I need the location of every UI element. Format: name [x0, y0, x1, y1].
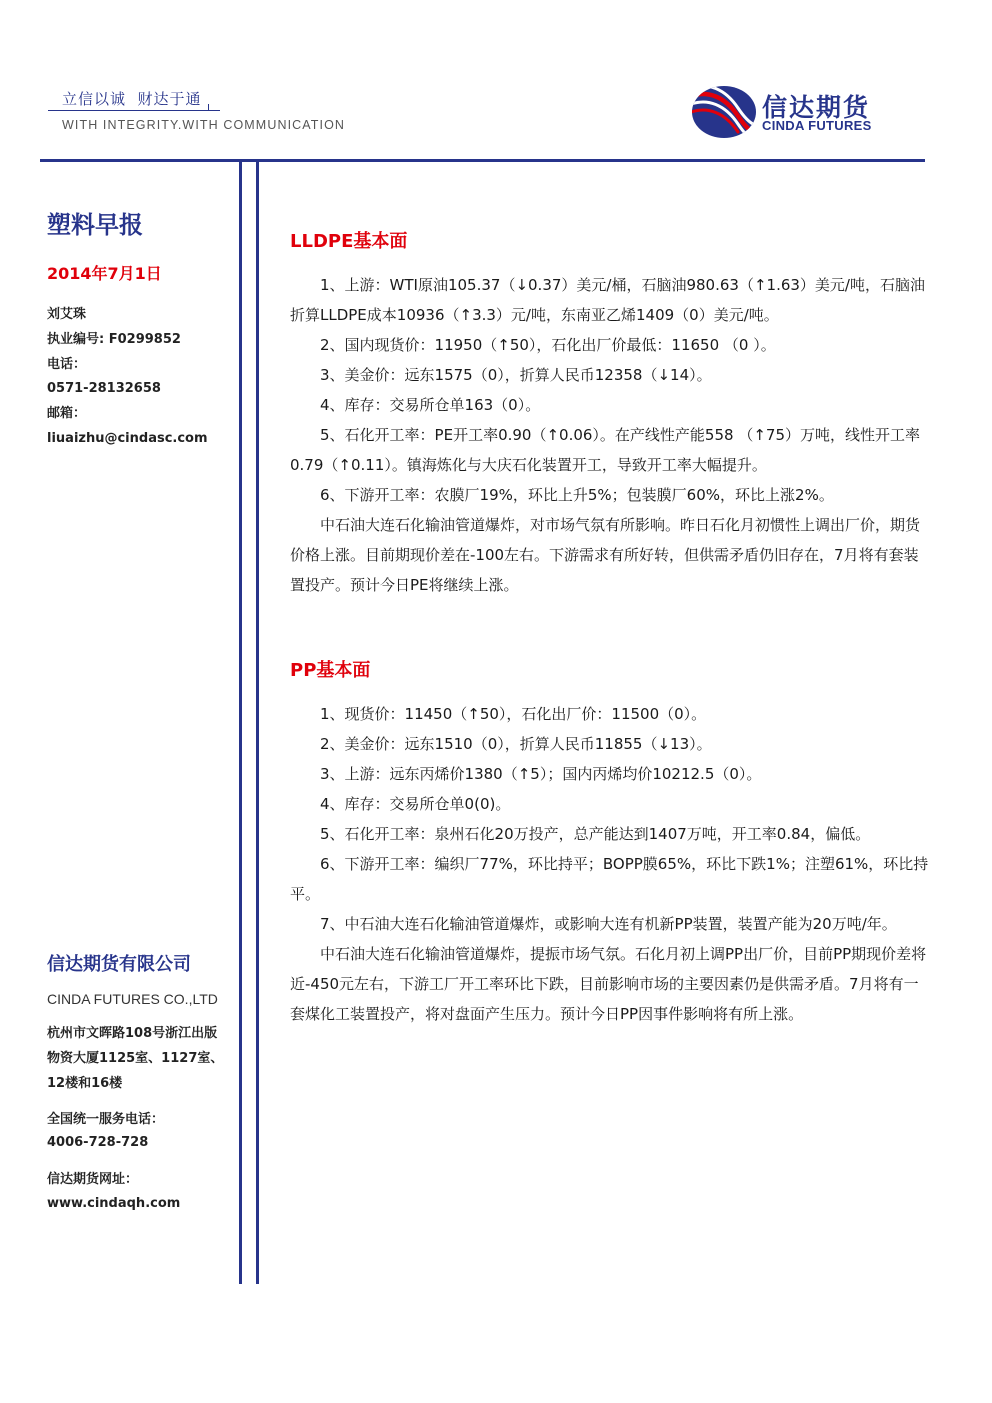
lldpe-section [290, 228, 930, 600]
website-url: www.cindaqh.com [47, 1196, 181, 1211]
lldpe-paragraph: 4、库存：交易所仓单163（0）。 [320, 396, 541, 414]
pp-paragraph: 2、美金价：远东1510（0），折算人民币11855（↓13）。 [320, 735, 712, 753]
company-name: 信达期货有限公司 [47, 954, 191, 975]
address-line: 物资大厦1125室、1127室、 [47, 1051, 224, 1066]
website-label: 信达期货网址： [47, 1172, 139, 1187]
company-address [47, 1021, 237, 1096]
lldpe-paragraph: 5、石化开工率：PE开工率0.90（↑0.06）。在产线性产能558 （↑75）万吨，线性开工率0.79（↑0.11）。镇海炼化与大庆石化装置开工，导致开工率大幅提升。 [290, 426, 920, 474]
sidebar-divider-right [256, 159, 259, 1284]
slogan-underline [48, 110, 220, 111]
pp-paragraph: 7、中石油大连石化输油管道爆炸，或影响大连有机新PP装置，装置产能为20万吨/年。 [320, 915, 897, 933]
report-date: 2014年7月1日 [47, 264, 162, 283]
main-content [290, 228, 930, 1029]
slogan-en: WITH INTEGRITY.WITH COMMUNICATION [62, 118, 346, 132]
pp-section [290, 657, 930, 1029]
analyst-name: 刘艾珠 [47, 307, 87, 322]
lldpe-section-body [290, 270, 930, 600]
hotline-number: 4006-728-728 [47, 1135, 149, 1150]
pp-section-title: PP基本面 [290, 660, 371, 681]
lldpe-section-title: LLDPE基本面 [290, 231, 408, 252]
lldpe-paragraph: 1、上游：WTI原油105.37（↓0.37）美元/桶，石脑油980.63（↑1.63）美元/吨，石脑油折算LLDPE成本10936（↑3.3）元/吨，东南亚乙烯1409（0）美元/吨。 [290, 276, 925, 324]
slogan-cn: 立信以诚 财达于通 [62, 90, 202, 108]
address-line: 12楼和16楼 [47, 1076, 123, 1091]
pp-paragraph: 3、上游：远东丙烯价1380（↑5）；国内丙烯均价10212.5（0）。 [320, 765, 762, 783]
company-website [47, 1168, 237, 1216]
header-divider [40, 159, 925, 162]
lldpe-paragraph: 2、国内现货价：11950（↑50），石化出厂价最低：11650 （0 ）。 [320, 336, 776, 354]
sidebar-divider-left [239, 159, 242, 1284]
company-hotline [47, 1108, 237, 1154]
company-name-en: CINDA FUTURES CO.,LTD [47, 991, 218, 1007]
lldpe-summary: 中石油大连石化输油管道爆炸，对市场气氛有所影响。昨日石化月初惯性上调出厂价，期货价格上涨。目前期现价差在-100左右。下游需求有所好转，但供需矛盾仍旧存在，7月将有套装置投产。预计今日PE将继续上涨。 [290, 516, 921, 594]
phone-label: 电话： [47, 356, 87, 372]
cinda-logo-icon [690, 84, 758, 140]
hotline-label: 全国统一服务电话： [47, 1112, 165, 1127]
pp-summary: 中石油大连石化输油管道爆炸，提振市场气氛。石化月初上调PP出厂价，目前PP期现价差将近-450元左右，下游工厂开工率环比下跌，目前影响市场的主要因素仍是供需矛盾。7月将有一套煤化工装置投产，将对盘面产生压力。预计今日PP因事件影响将有所上涨。 [290, 945, 927, 1023]
pp-paragraph: 4、库存：交易所仓单0(0)。 [320, 795, 511, 813]
company-logo [690, 84, 930, 144]
company-info [47, 952, 237, 1216]
pp-paragraph: 1、现货价：11450（↑50），石化出厂价：11500（0）。 [320, 705, 707, 723]
pp-section-body [290, 699, 930, 1029]
lldpe-paragraph: 6、下游开工率：农膜厂19%，环比上升5%；包装膜厂60%，环比上涨2%。 [320, 486, 834, 504]
logo-text-cn: 信达期货 [762, 93, 871, 122]
email-address: liuaizhu@cindasc.com [47, 430, 208, 446]
pp-paragraph: 6、下游开工率：编织厂77%，环比持平；BOPP膜65%，环比下跌1%；注塑61%，环比持平。 [290, 855, 929, 903]
license-number: 执业编号: F0299852 [47, 331, 181, 347]
report-title: 塑料早报 [47, 211, 143, 239]
email-label: 邮箱： [47, 406, 87, 422]
lldpe-paragraph: 3、美金价：远东1575（0），折算人民币12358（↓14）。 [320, 366, 712, 384]
logo-text-en: CINDA FUTURES [762, 118, 872, 133]
pp-paragraph: 5、石化开工率：泉州石化20万投产，总产能达到1407万吨，开工率0.84，偏低。 [320, 825, 871, 843]
address-line: 杭州市文晖路108号浙江出版 [47, 1026, 218, 1041]
analyst-contact [47, 303, 237, 452]
phone-number: 0571-28132658 [47, 381, 161, 397]
